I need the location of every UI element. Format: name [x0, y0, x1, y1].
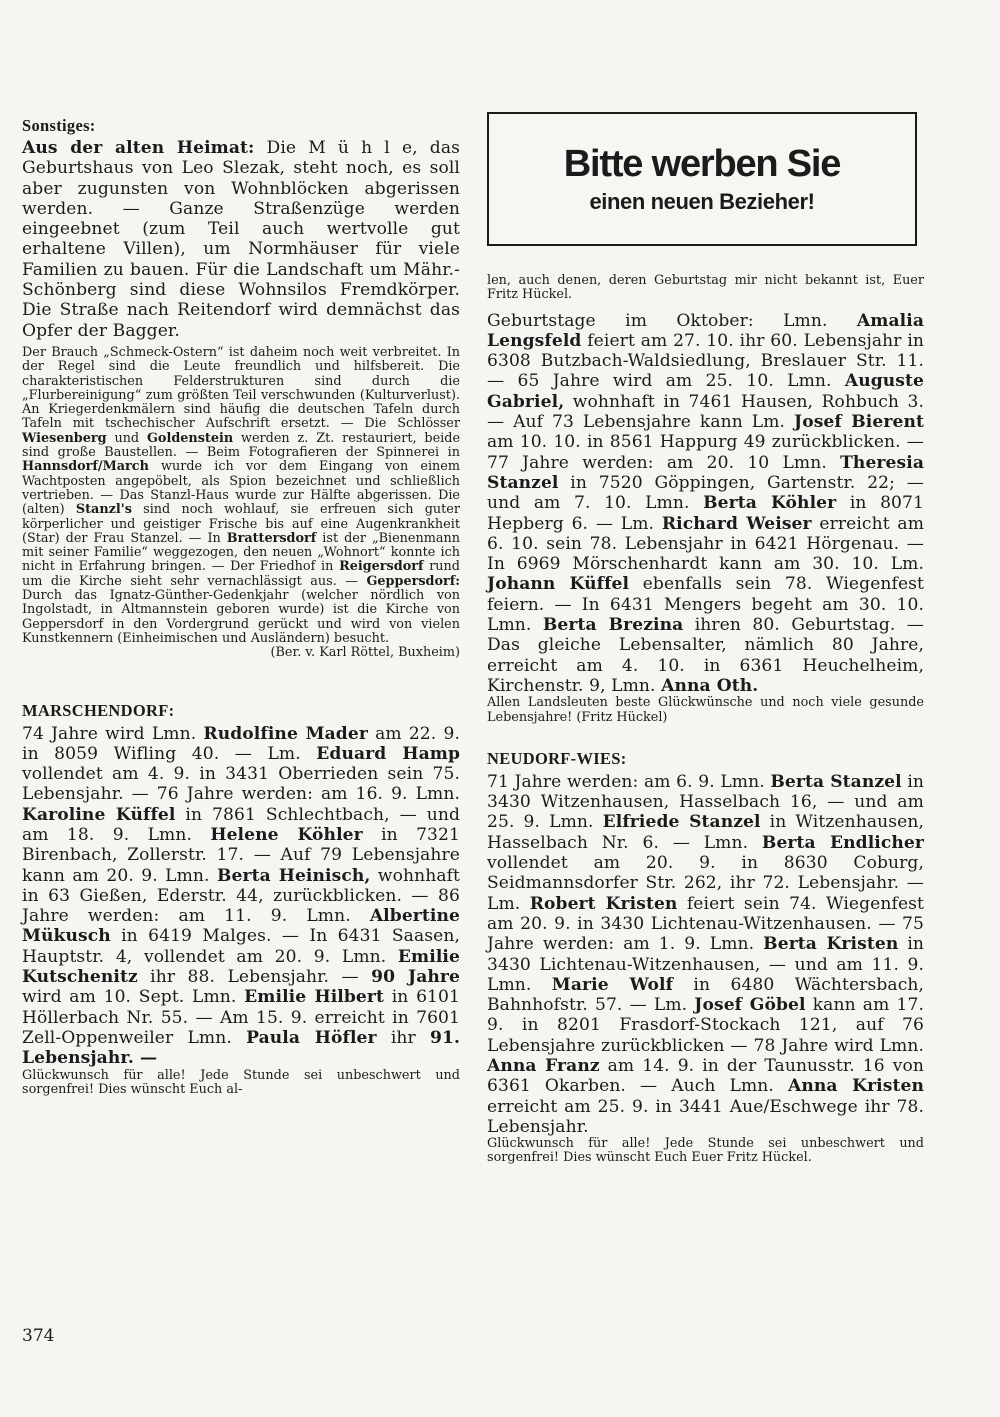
greeting-allen: Allen Landsleuten beste Glückwünsche und noch viele gesunde Lebensjahre! (Fritz Hückel)	[487, 695, 924, 725]
right-column	[487, 0, 924, 1166]
left-column	[22, 0, 460, 1097]
continuation-text: len, auch denen, deren Geburtstag mir nicht bekannt ist, Euer Fritz Hückel.	[487, 273, 924, 303]
article-oktober: Geburtstage im Oktober: Lmn. Amalia Lengsfeld feiert am 27. 10. ihr 60. Lebensjahr in 6308 Butzbach-Waldsiedlung, Breslauer Str. 11. — 65 Jahre wird am 25. 10. Lmn. Auguste Gabriel, wohnhaft in 7461 Hausen, Rohbuch 3. — Auf 73 Lebensjahre kann Lm. Josef Bierent am 10. 10. in 8561 Happurg 49 zurückblicken. — 77 Jahre werden: am 20. 10 Lmn. Theresia Stanzel in 7520 Göppingen, Gartenstr. 22; — und am 7. 10. Lmn. Berta Köhler in 8071 Hepberg 6. — Lm. Richard Weiser erreicht am 6. 10. sein 78. Lebensjahr in 6421 Hörgenau. — In 6969 Mörschenhardt kann am 30. 10. Lm. Johann Küffel ebenfalls sein 78. Wiegenfest feiern. — In 6431 Mengers begeht am 30. 10. Lmn. Berta Brezina ihren 80. Geburtstag. — Das gleiche Lebensalter, nämlich 80 Jahre, erreicht am 4. 10. in 6361 Heuchelheim, Kirchenstr. 9, Lmn. Anna Oth.	[487, 310, 925, 696]
greeting-neudorf-wies: Glückwunsch für alle! Jede Stunde sei unbeschwert und sorgenfrei! Dies wünscht Euch Euer Fritz Hückel.	[487, 1136, 924, 1166]
article-neudorf-wies: 71 Jahre werden: am 6. 9. Lmn. Berta Stanzel in 3430 Witzenhausen, Hasselbach 16, — und am 25. 9. Lmn. Elfriede Stanzel in Witzenhausen, Hasselbach Nr. 6. — Lmn. Berta Endlicher vollendet am 20. 9. in 8630 Coburg, Seidmannsdorfer Str. 262, ihr 72. Lebensjahr. — Lm. Robert Kristen feiert sein 74. Wiegenfest am 20. 9. in 3430 Lichtenau-Witzenhausen. — 75 Jahre werden: am 1. 9. Lmn. Berta Kristen in 3430 Lichtenau-Witzenhausen, — und am 11. 9. Lmn. Marie Wolf in 6480 Wächtersbach, Bahnhofstr. 57. — Lm. Josef Göbel kann am 17. 9. in 8201 Frasdorf-Stockach 121, auf 76 Lebensjahre zurückblicken — 78 Jahre wird Lmn. Anna Franz am 14. 9. in der Taunusstr. 16 von 6361 Okarben. — Auch Lmn. Anna Kristen erreicht am 25. 9. in 3441 Aue/Eschwege ihr 78. Lebensjahr.	[487, 771, 925, 1137]
article-heimat: Aus der alten Heimat: Die M ü h l e, das Geburtshaus von Leo Slezak, steht noch, es soll aber zugunsten von Wohnblöcken abgerissen werden. — Ganze Straßenzüge werden eingeebnet (zum Teil auch wertvolle gut erhaltene Villen), um Normhäuser für viele Familien zu bauen. Für die Landschaft um Mähr.-Schönberg sind diese Wohnsilos Fremdkörper. Die Straße nach Reitendorf wird demnächst das Opfer der Bagger.	[22, 138, 460, 341]
section-heading-sonstiges: Sonstiges:	[22, 116, 96, 135]
section-heading-neudorf-wies: NEUDORF-WIES:	[487, 748, 627, 768]
article-brauch: Der Brauch „Schmeck-Ostern“ ist daheim noch weit verbreitet. In der Regel sind die Leute freundlich und hilfsbereit. Die charakteristischen Felderstrukturen sind durch die „Flurbereinigung“ zum größten Teil verschwunden (Kulturverlust). An Kriegerdenkmälern sind häufig die deutschen Tafeln durch Tafeln mit tschechischer Aufschrift ersetzt. — Die Schlösser Wiesenberg und Goldenstein werden z. Zt. restauriert, beide sind große Baustellen. — Beim Fotografieren der Spinnerei in Hannsdorf/March wurde ich vor dem Eingang von einem Wachtposten angepöbelt, als Spion bezeichnet und schließlich vertrieben. — Das Stanzl-Haus wurde zur Hälfte abgerissen. Die (alten) Stanzl's sind noch wohlauf, sie erfreuen sich guter körperlicher und geistiger Frische bis auf eine Augenkrankheit (Star) der Frau Stanzel. — In Brattersdorf ist der „Bienenmann mit seiner Familie“ weggezogen, den neuen „Wohnort“ konnte ich nicht in Erfahrung bringen. — Der Friedhof in Reigersdorf rund um die Kirche sieht sehr vernachlässigt aus. — Geppersdorf: Durch das Ignatz-Günther-Gedenkjahr (welcher nördlich von Ingolstadt, in Altmannstein geboren wurde) ist die Kirche von Geppersdorf in den Vordergrund gerückt und wird von vielen Kunstkennern (Einheimischen und Ausländern) besucht.	[22, 344, 461, 646]
signature-roettel: (Ber. v. Karl Röttel, Buxheim)	[270, 645, 460, 661]
ad-subline: einen neuen Bezieher!	[589, 189, 815, 214]
page-number: 374	[22, 1326, 55, 1346]
section-heading-marschendorf: MARSCHENDORF:	[22, 700, 175, 720]
ad-headline: Bitte werben Sie	[563, 143, 841, 185]
article-marschendorf: 74 Jahre wird Lmn. Rudolfine Mader am 22. 9. in 8059 Wifling 40. — Lm. Eduard Hamp vollendet am 4. 9. in 3431 Oberrieden sein 75. Lebensjahr. — 76 Jahre werden: am 16. 9. Lmn. Karoline Küffel in 7861 Schlechtbach, — und am 18. 9. Lmn. Helene Köhler in 7321 Birenbach, Zollerstr. 17. — Auf 79 Lebensjahre kann am 20. 9. Lmn. Berta Heinisch, wohnhaft in 63 Gießen, Ederstr. 44, zurückblicken. — 86 Jahre werden: am 11. 9. Lmn. Albertine Mükusch in 6419 Malges. — In 6431 Saasen, Hauptstr. 4, vollendet am 20. 9. Lmn. Emilie Kutschenitz ihr 88. Lebensjahr. — 90 Jahre wird am 10. Sept. Lmn. Emilie Hilbert in 6101 Höllerbach Nr. 55. — Am 15. 9. erreicht in 7601 Zell-Oppenweiler Lmn. Paula Höfler ihr 91. Lebensjahr. —	[22, 723, 461, 1069]
greeting-marschendorf: Glückwunsch für alle! Jede Stunde sei unbeschwert und sorgenfrei! Dies wünscht Euch al-	[22, 1067, 460, 1097]
